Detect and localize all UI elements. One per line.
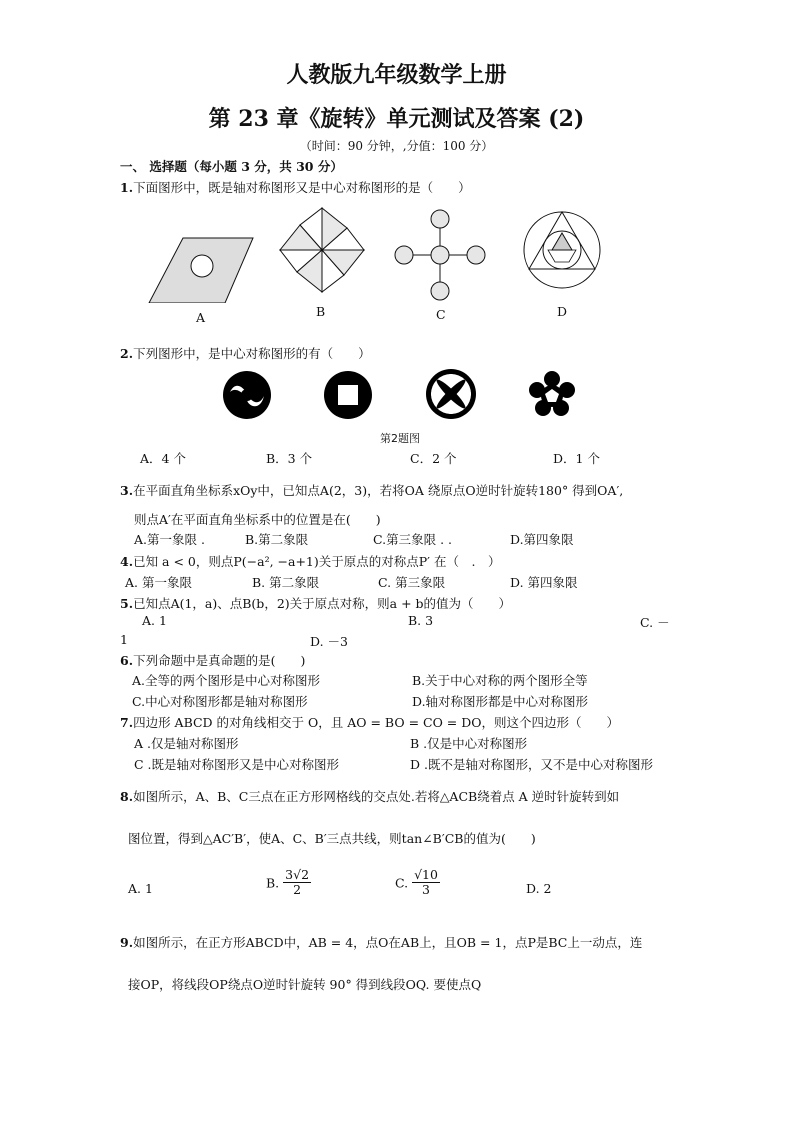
figure-square-hole [323, 370, 373, 420]
question-number: 1. [120, 180, 134, 195]
option-b: B.关于中心对称的两个图形全等 [412, 673, 588, 688]
figure-caption: 第2题图 [380, 432, 420, 445]
question-7 [120, 713, 619, 731]
question-number: 3. [120, 483, 134, 498]
question-5 [120, 594, 511, 612]
option-a: A. 第一象限 [125, 575, 192, 590]
option-b-label: B. [266, 875, 280, 891]
figure-d-circle-triangle [518, 205, 608, 295]
question-text: 如图所示，A、B、C三点在正方形网格线的交点处.若将△ACB绕着点 A 逆时针旋转到如 [133, 789, 620, 804]
question-text: 下面图形中，既是轴对称图形又是中心对称图形的是（ ） [133, 180, 471, 195]
figure-c-label: C [436, 307, 446, 322]
option-c: C.中心对称图形都是轴对称图形 [132, 694, 308, 709]
option-b-fraction [283, 868, 311, 898]
option-a: A.全等的两个图形是中心对称图形 [132, 673, 321, 688]
figure-a-parallelogram [145, 203, 265, 303]
question-3-line2: 则点A′在平面直角坐标系中的位置是在( ) [134, 512, 381, 527]
option-c-label: C. [395, 875, 409, 891]
question-text: 如图所示，在正方形ABCD中，AB = 4，点O在AB上，且OB = 1，点P是BC上一动点，连 [133, 935, 643, 950]
option-d: D．1 个 [553, 451, 600, 466]
question-2 [120, 344, 371, 362]
option-b-denominator: 2 [293, 882, 302, 898]
question-1 [120, 178, 471, 196]
question-number: 8. [120, 789, 134, 804]
option-c-fraction [412, 868, 440, 898]
option-c [395, 868, 440, 898]
option-a: A. 1 [128, 881, 153, 896]
question-text: 已知点A(1，a)、点B(b，2)关于原点对称，则a + b的值为（ ） [133, 596, 512, 611]
option-d: D. －3 [310, 634, 348, 649]
option-b: B. 第二象限 [252, 575, 320, 590]
option-d: D.第四象限 [510, 532, 574, 547]
option-c-numerator: √10 [414, 867, 438, 882]
option-b: B.第二象限 [245, 532, 309, 547]
question-3 [120, 481, 623, 499]
question-4 [120, 552, 500, 570]
question-text: 下列图形中，是中心对称图形的有（ ） [133, 346, 371, 361]
option-b: B. 3 [408, 613, 434, 628]
page-subtitle: 第 23 章《旋转》单元测试及答案 (2) [208, 106, 585, 132]
option-b [266, 868, 311, 898]
question-text: 在平面直角坐标系xOy中，已知点A(2，3)，若将OA 绕原点O逆时针旋转180° 得到OA′, [133, 483, 624, 498]
section-heading: 一、 选择题（每小题 3 分，共 30 分） [120, 159, 343, 174]
option-d: D. 2 [526, 881, 552, 896]
option-b: B .仅是中心对称图形 [410, 736, 528, 751]
question-8 [120, 787, 619, 805]
figure-d-label: D [557, 304, 568, 319]
option-c-wrap: 1 [120, 632, 128, 647]
option-a: A.第一象限 . [134, 532, 205, 547]
option-c: C .既是轴对称图形又是中心对称图形 [134, 757, 340, 772]
option-b-numerator: 3√2 [285, 867, 310, 882]
question-number: 2. [120, 346, 134, 361]
question-8-line2: 图位置，得到△AC′B′，使A、C、B′三点共线，则tan∠B′CB的值为( ) [128, 831, 536, 846]
option-c: C. － [640, 615, 670, 630]
option-c: C.第三象限 . . [373, 532, 452, 547]
question-text: 四边形 ABCD 的对角线相交于 O，且 AO = BO = CO = DO，则这个四边形（ ） [133, 715, 620, 730]
figure-pentagon-flower [527, 370, 577, 420]
question-number: 6. [120, 653, 134, 668]
question-9 [120, 933, 642, 951]
question-number: 5. [120, 596, 134, 611]
option-c: C．2 个 [410, 451, 457, 466]
figure-c-cross-circles [390, 205, 490, 305]
option-a: A. 1 [142, 613, 167, 628]
figure-b-pinwheel [272, 200, 372, 300]
option-d: D.轴对称图形都是中心对称图形 [412, 694, 589, 709]
exam-meta: （时间：90 分钟，,分值：100 分） [299, 139, 494, 153]
figure-swirl [222, 370, 272, 420]
page-title: 人教版九年级数学上册 [286, 62, 507, 88]
question-text: 已知 a < 0，则点P(−a², −a+1)关于原点的对称点P′ 在（ . ） [133, 554, 501, 569]
option-b: B．3 个 [266, 451, 313, 466]
question-6 [120, 651, 305, 669]
question-text: 下列命题中是真命题的是( ) [133, 653, 306, 668]
option-a: A．4 个 [140, 451, 186, 466]
question-number: 7. [120, 715, 134, 730]
figure-a-label: A [196, 310, 206, 325]
option-a: A .仅是轴对称图形 [134, 736, 239, 751]
figure-b-label: B [316, 304, 326, 319]
question-9-line2: 接OP，将线段OP绕点O逆时针旋转 90° 得到线段OQ. 要使点Q [128, 977, 482, 992]
question-number: 9. [120, 935, 134, 950]
option-d: D. 第四象限 [510, 575, 578, 590]
question-number: 4. [120, 554, 134, 569]
option-d: D .既不是轴对称图形，又不是中心对称图形 [410, 757, 653, 772]
option-c: C. 第三象限 [378, 575, 446, 590]
figure-four-petal [425, 368, 477, 420]
option-c-denominator: 3 [422, 882, 430, 898]
